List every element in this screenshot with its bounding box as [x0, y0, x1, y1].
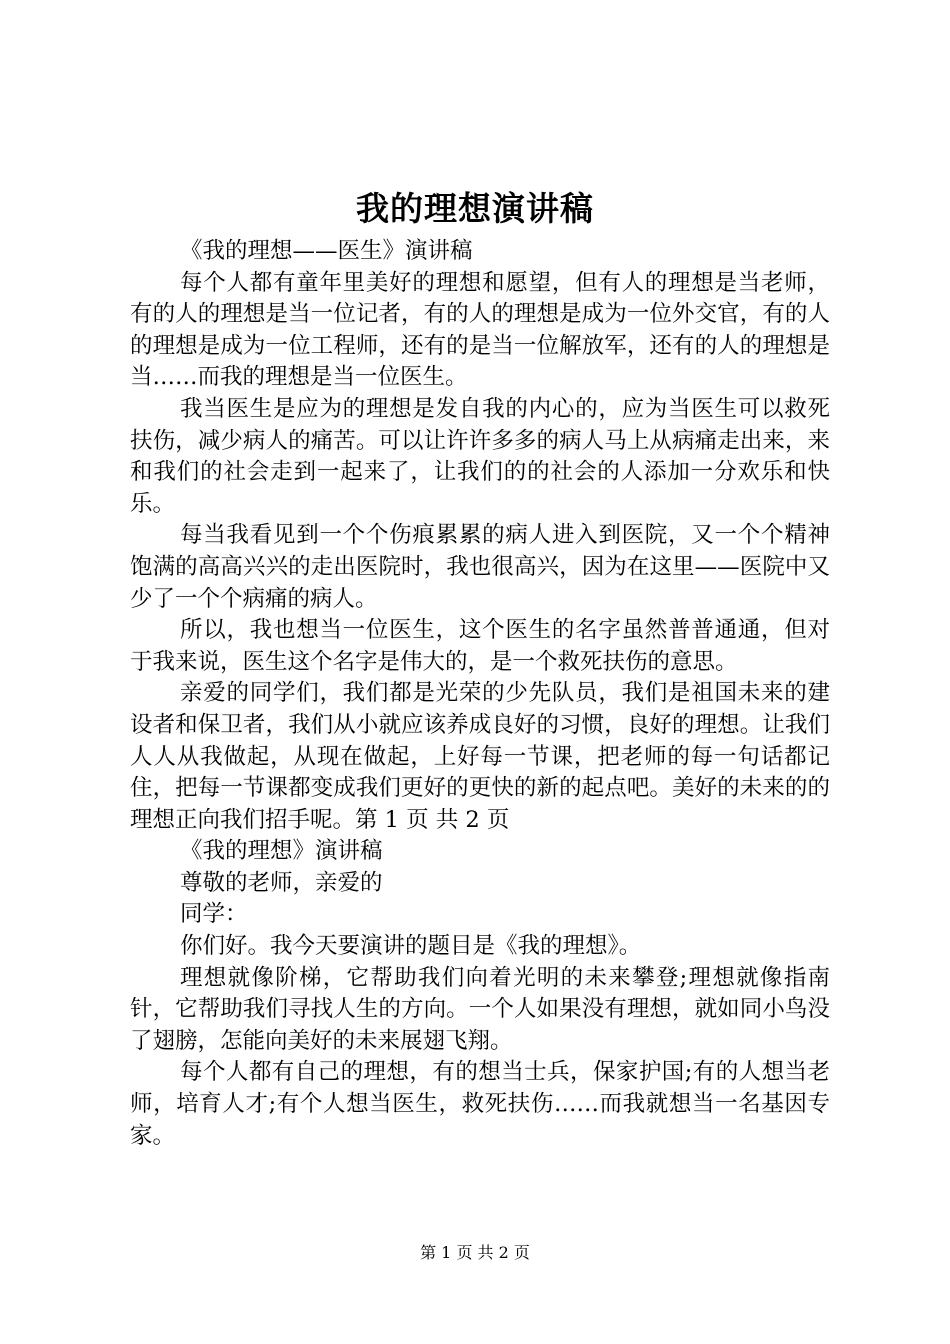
paragraph: 我当医生是应为的理想是发自我的内心的，应为当医生可以救死扶伤，减少病人的痛苦。可以让许许多多的病人马上从病痛走出来，来和我们的社会走到一起来了，让我们的的社会的人添加一分欢乐和快乐。	[130, 395, 830, 517]
document-body	[130, 236, 830, 1152]
page-footer: 第 1 页 共 2 页	[420, 1243, 530, 1262]
paragraph: 每个人都有童年里美好的理想和愿望，但有人的理想是当老师，有的人的理想是当一位记者，有的人的理想是成为一位外交官，有的人的理想是成为一位工程师，还有的是当一位解放军，还有的人的理想是当……而我的理想是当一位医生。	[130, 269, 830, 391]
paragraph: 《我的理想》演讲稿	[180, 838, 383, 865]
paragraph: 《我的理想——医生》演讲稿	[180, 238, 473, 264]
paragraph: 同学：	[180, 901, 248, 928]
paragraph: 你们好。我今天要演讲的题目是《我的理想》。	[180, 933, 642, 960]
document-title: 我的理想演讲稿	[356, 189, 594, 228]
paragraph: 所以，我也想当一位医生，这个医生的名字虽然普普通通，但对于我来说，医生这个名字是伟大的，是一个救死扶伤的意思。	[130, 617, 830, 675]
paragraph: 理想就像阶梯，它帮助我们向着光明的未来攀登;理想就像指南针，它帮助我们寻找人生的方向。一个人如果没有理想，就如同小鸟没了翅膀，怎能向美好的未来展翅飞翔。	[130, 964, 830, 1054]
paragraph: 亲爱的同学们，我们都是光荣的少先队员，我们是祖国未来的建设者和保卫者，我们从小就应该养成良好的习惯，良好的理想。让我们人人从我做起，从现在做起，上好每一节课，把老师的每一句话都记住，把每一节课都变成我们更好的更快的新的起点吧。美好的未来的的理想正向我们招手呢。第 1 页 共 2 页	[130, 680, 830, 833]
paragraph: 尊敬的老师，亲爱的	[180, 869, 383, 896]
paragraph: 每个人都有自己的理想，有的想当士兵，保家护国;有的人想当老师，培育人才;有个人想当医生，救死扶伤……而我就想当一名基因专家。	[130, 1059, 830, 1149]
paragraph: 每当我看见到一个个伤痕累累的病人进入到医院，又一个个精神饱满的高高兴兴的走出医院时，我也很高兴，因为在这里——医院中又少了一个个病痛的病人。	[130, 522, 830, 612]
